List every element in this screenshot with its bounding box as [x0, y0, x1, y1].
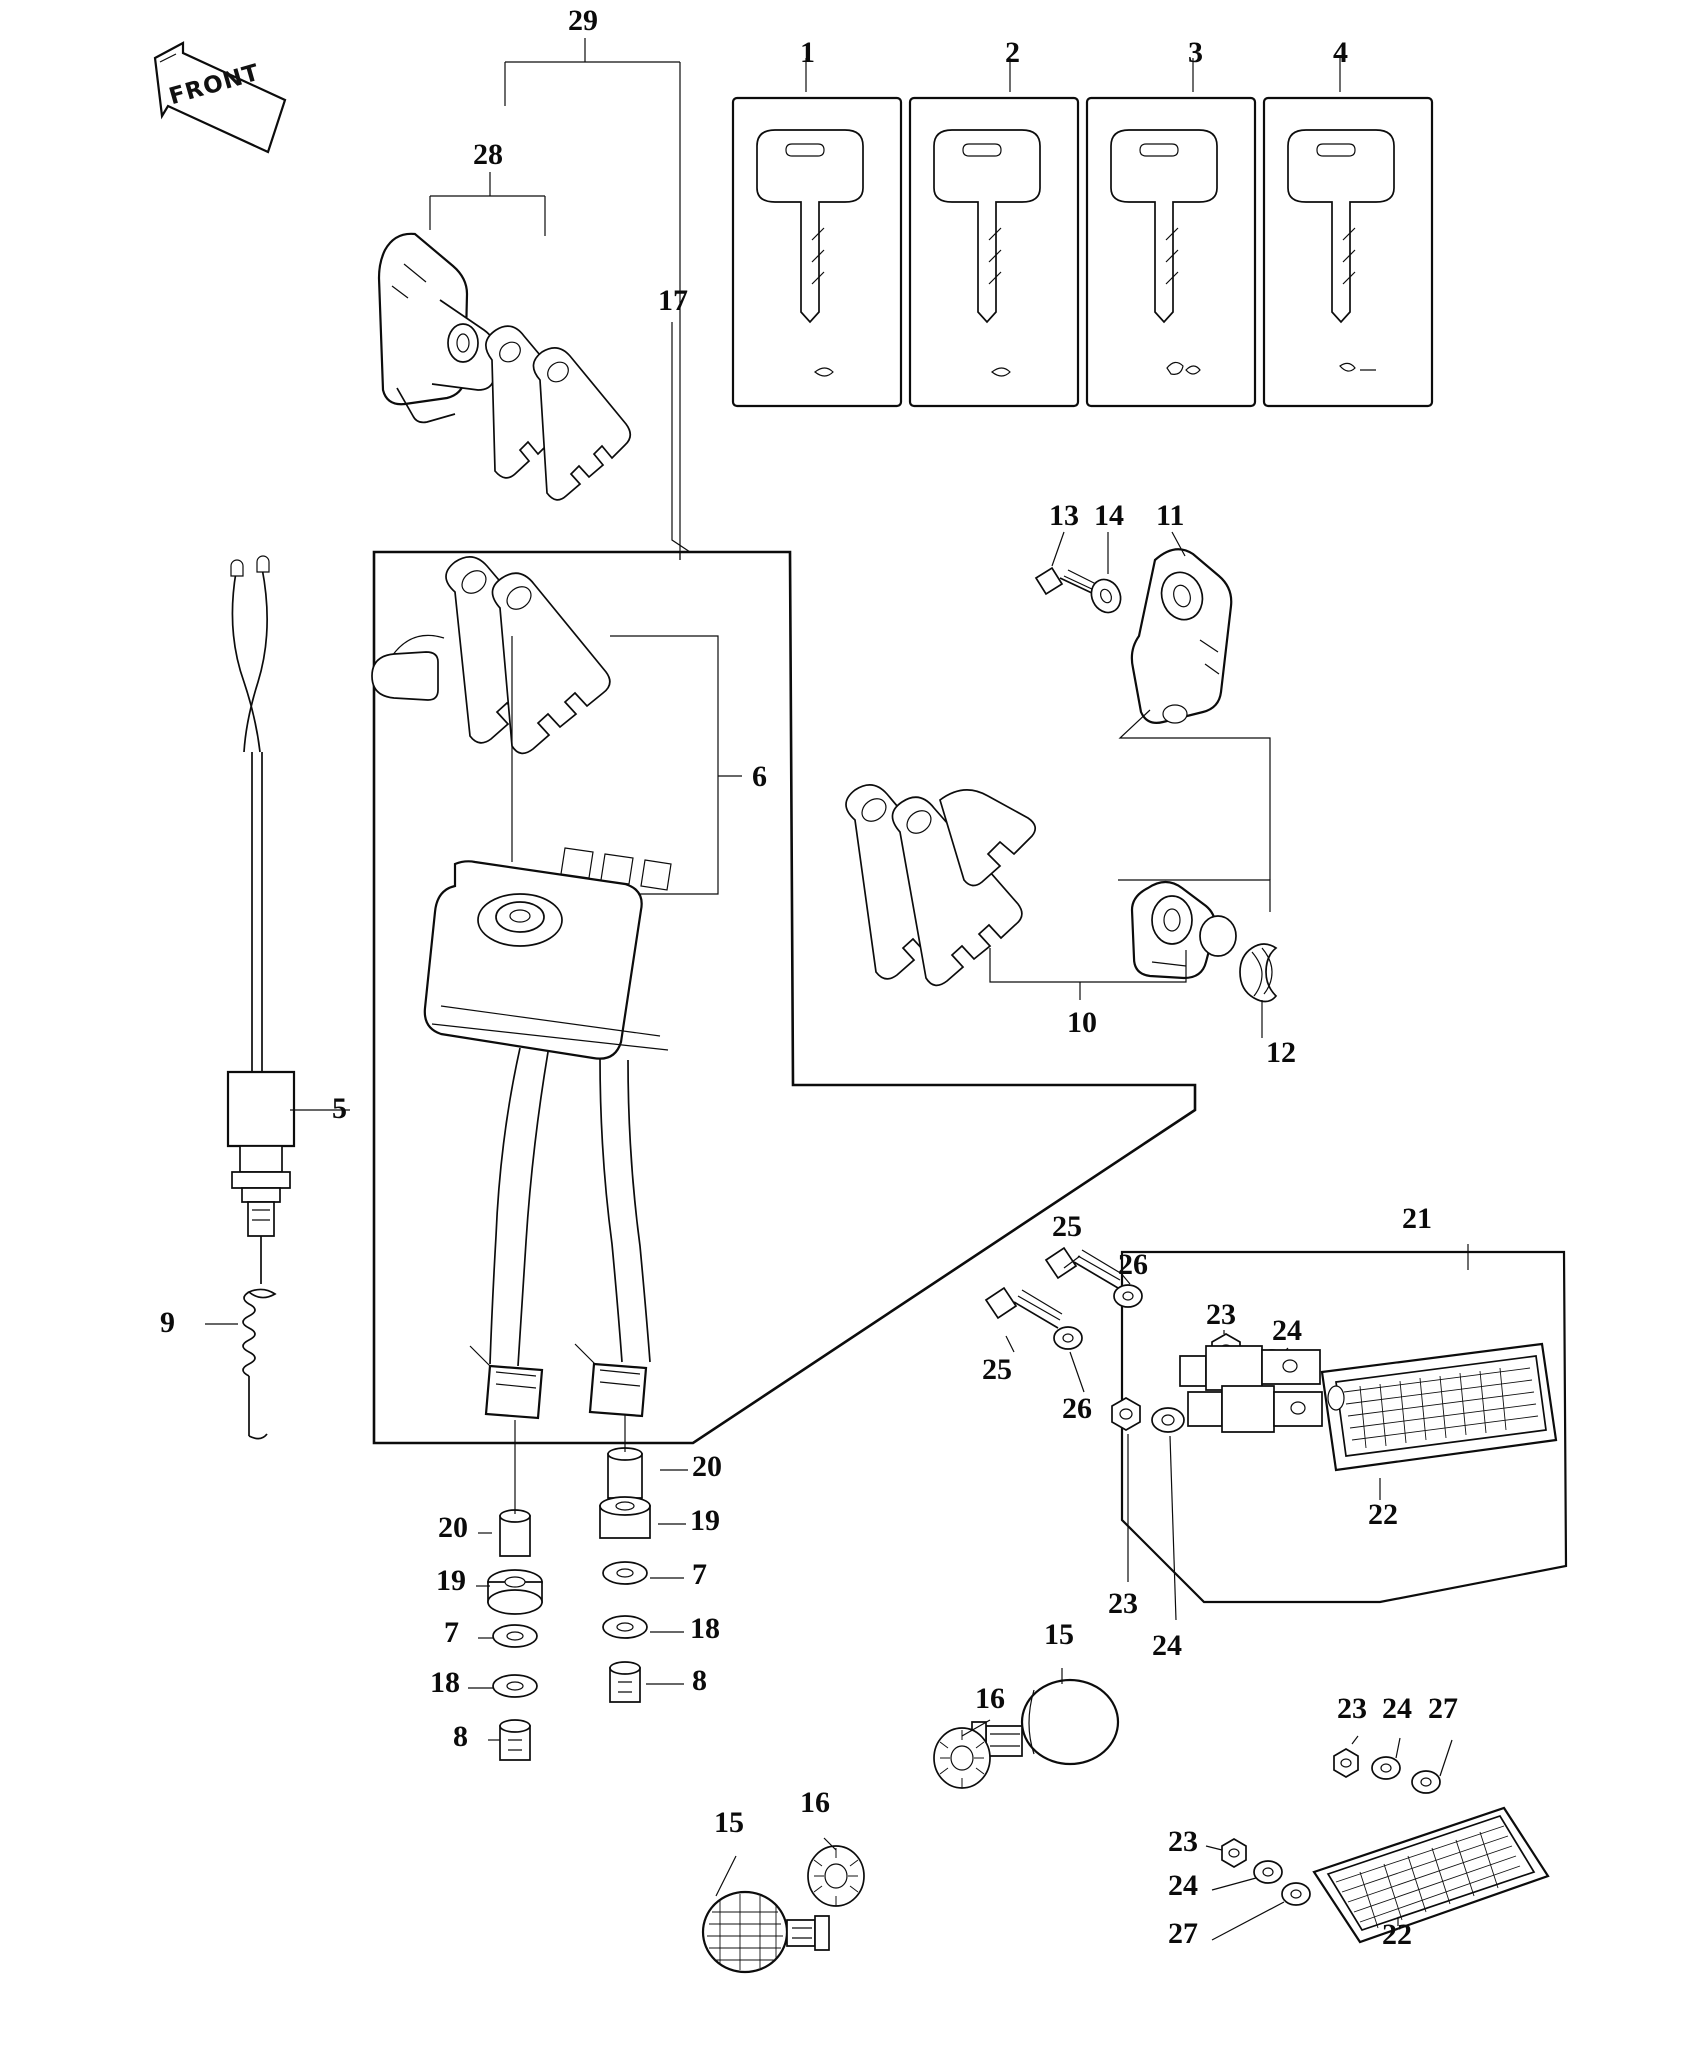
callout-7-left: 7: [444, 1616, 459, 1649]
callout-24-bottom2: 24: [1168, 1869, 1198, 1902]
callout-1: 1: [800, 36, 815, 69]
callout-16-lower: 16: [800, 1786, 830, 1819]
callout-24-lower: 24: [1152, 1629, 1182, 1662]
switch-harness: [470, 1048, 650, 1418]
ignition-switch-body: [425, 848, 671, 1059]
callout-23-bottom: 23: [1337, 1692, 1367, 1725]
bolt-25-lower: [986, 1288, 1062, 1328]
callout-14: 14: [1094, 499, 1124, 532]
callout-6: 6: [752, 760, 767, 793]
callout-5: 5: [332, 1092, 347, 1125]
callout-15-lower: 15: [714, 1806, 744, 1839]
damper-stack-right: [600, 1414, 650, 1702]
front-arrow-label: FRONT: [166, 59, 263, 111]
bracket-11: [1132, 549, 1231, 723]
hardware-23-24-27-upper: [1334, 1736, 1452, 1793]
callout-26-upper: 26: [1118, 1248, 1148, 1281]
callout-24-bottom: 24: [1382, 1692, 1412, 1725]
washer-16-lower: [808, 1846, 864, 1906]
callout-10: 10: [1067, 1006, 1097, 1039]
bolt-25-upper: [1046, 1248, 1122, 1288]
ignition-keys: [372, 557, 610, 753]
callout-12: 12: [1266, 1036, 1296, 1069]
callout-27-bottom: 27: [1428, 1692, 1458, 1725]
callout-9: 9: [160, 1306, 175, 1339]
washer-24-lower: [1152, 1408, 1184, 1432]
callout-28: 28: [473, 138, 503, 171]
callout-4: 4: [1333, 36, 1348, 69]
callout-7-right: 7: [692, 1558, 707, 1591]
callout-19-right: 19: [690, 1504, 720, 1537]
steering-lock-keys: [846, 785, 1035, 985]
callout-11: 11: [1156, 499, 1185, 532]
knob-15-lower: [703, 1892, 829, 1972]
callout-23-bottom2: 23: [1168, 1825, 1198, 1858]
callout-8-right: 8: [692, 1664, 707, 1697]
bolt-13: [1036, 568, 1096, 594]
key-card-2: [910, 98, 1078, 406]
callout-22-lower: 22: [1382, 1918, 1412, 1951]
callout-18-right: 18: [690, 1612, 720, 1645]
callout-23-upper: 23: [1206, 1298, 1236, 1331]
key-card-4: [1264, 98, 1432, 406]
callout-29: 29: [568, 4, 598, 37]
reflector-22-lower: [1314, 1808, 1548, 1942]
lock-keys-28: [486, 326, 630, 500]
reflector-bracket: [1180, 1346, 1322, 1432]
cable-switch-5: [228, 556, 294, 1284]
callout-26-lower: 26: [1062, 1392, 1092, 1425]
callout-19-left: 19: [436, 1564, 466, 1597]
callout-17: 17: [658, 284, 688, 317]
callout-25-upper: 25: [1052, 1210, 1082, 1243]
spring-12: [1240, 944, 1276, 1002]
steering-lock-10: [1132, 882, 1236, 978]
damper-stack-left: [488, 1420, 542, 1760]
callout-8-left: 8: [453, 1720, 468, 1753]
key-card-1: [733, 98, 901, 406]
callout-2: 2: [1005, 36, 1020, 69]
callout-22-upper: 22: [1368, 1498, 1398, 1531]
callout-13: 13: [1049, 499, 1079, 532]
washer-26-lower: [1054, 1327, 1082, 1349]
callout-27-bottom2: 27: [1168, 1917, 1198, 1950]
callout-24-upper: 24: [1272, 1314, 1302, 1347]
callout-25-lower: 25: [982, 1353, 1012, 1386]
hardware-23-24-27-lower: [1206, 1839, 1310, 1940]
callout-16-upper: 16: [975, 1682, 1005, 1715]
nut-23-lower: [1112, 1398, 1140, 1430]
reflector-22-upper: [1322, 1344, 1556, 1470]
callout-3: 3: [1188, 36, 1203, 69]
washer-14: [1086, 575, 1126, 618]
callout-15-upper: 15: [1044, 1618, 1074, 1651]
callout-23-lower: 23: [1108, 1587, 1138, 1620]
callout-21: 21: [1402, 1202, 1432, 1235]
key-card-3: [1087, 98, 1255, 406]
washer-16-upper: [934, 1728, 990, 1788]
callout-20-right: 20: [692, 1450, 722, 1483]
washer-26-upper: [1114, 1285, 1142, 1307]
spring-9: [243, 1289, 275, 1438]
lock-cylinder: [379, 234, 496, 423]
callout-18-left: 18: [430, 1666, 460, 1699]
callout-20-left: 20: [438, 1511, 468, 1544]
